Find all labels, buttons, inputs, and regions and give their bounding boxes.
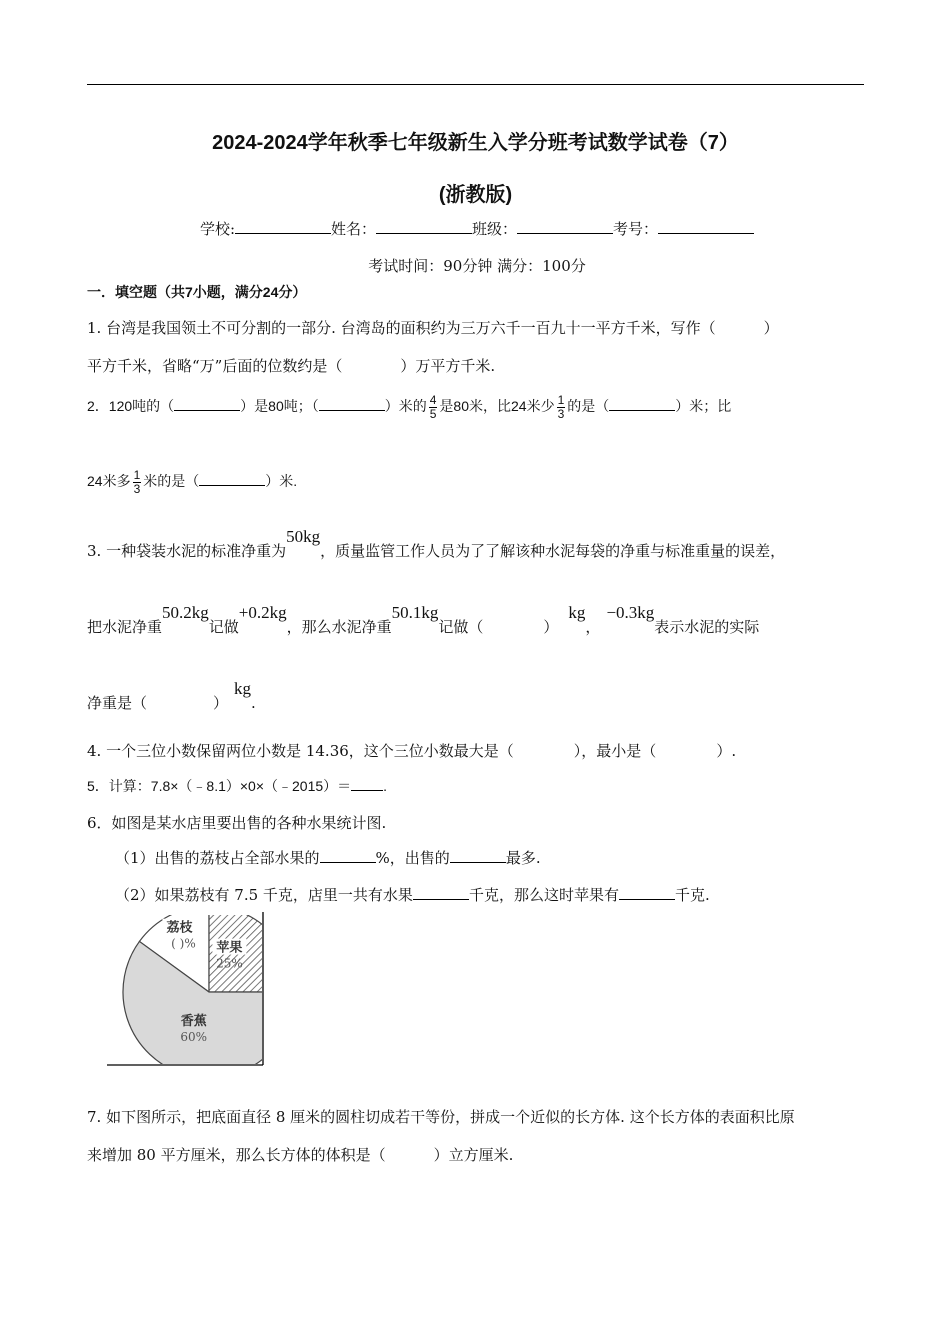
frac3-num: 1 [133, 467, 141, 482]
q2-text-3: ）米的 [384, 398, 427, 414]
q6-sub1-text-a: （1）出售的荔枝占全部水果的 [115, 849, 320, 867]
q6-blank-2[interactable] [450, 848, 506, 863]
q4-line [87, 740, 867, 761]
q3-text-6: 记做（ [438, 618, 484, 636]
q3-text-3: 把水泥净重 [87, 618, 163, 636]
q2-blank-1[interactable] [174, 396, 240, 411]
q2-blank-4[interactable] [199, 471, 265, 486]
q4-text-2: ），最小是（ [573, 742, 657, 760]
school-label: 学校: [199, 220, 235, 238]
q1-text-a: 1. 台湾是我国领土不可分割的一部分. 台湾岛的面积约为三万六千一百九十一平方千米，写作（ [87, 319, 716, 337]
q3-text-7: ） [543, 618, 559, 636]
class-label: 班级： [472, 220, 518, 238]
q2-line2 [87, 466, 867, 496]
pie-label-value: 25% [216, 956, 243, 971]
name-field[interactable] [376, 219, 472, 234]
q2-text-5: 的是（ [567, 398, 610, 414]
q2-text-8: 米的是（ [143, 473, 200, 489]
q6-sub2-text-c: 千克. [674, 886, 710, 904]
q2-text-7: 24米多 [87, 473, 131, 489]
id-label: 考号： [613, 220, 659, 238]
q3-unit-kg1: kg [568, 603, 586, 622]
pie-label-value: ( )% [171, 936, 196, 951]
q3-line3 [87, 679, 867, 713]
q3-text-10: 净重是（ [87, 694, 148, 712]
q3-text-11: ） [213, 694, 229, 712]
q3-unit-502: 50.2kg [162, 603, 209, 622]
q3-text-2: ，质量监管工作人员为了了解该种水泥每袋的净重与标准重量的误差， [320, 542, 786, 560]
q5-line [87, 776, 867, 796]
q2-text-1: 2．120吨的（ [87, 398, 175, 414]
fraction-four-fifths [429, 394, 438, 421]
q6-sub2 [115, 884, 895, 905]
q6-sub1-text-b: %，出售的 [375, 849, 450, 867]
q6-sub1 [115, 847, 895, 868]
frac1-den: 5 [429, 406, 437, 421]
school-field[interactable] [235, 219, 331, 234]
class-field[interactable] [517, 219, 613, 234]
q3-text-5: ，那么水泥净重 [286, 618, 392, 636]
q6-blank-4[interactable] [619, 885, 675, 900]
q3-line2 [87, 603, 867, 637]
q1-line2 [87, 355, 867, 376]
exam-meta: 考试时间：90分钟 满分：100分 [368, 257, 586, 275]
q2-text-6: ）米；比 [675, 398, 732, 414]
pie-label-name: 香蕉 [180, 1013, 207, 1029]
page-title: 2024-2024学年秋季七年级新生入学分班考试数学试卷（7） [212, 132, 739, 154]
fruit-pie-chart [105, 910, 270, 1070]
q6-blank-3[interactable] [413, 885, 469, 900]
q7-text-b: ）立方厘米. [433, 1146, 514, 1164]
q2-line1 [87, 391, 867, 421]
q2-text-2: ）是80吨；（ [240, 398, 319, 414]
q3-unit-plus02: +0.2kg [238, 603, 287, 622]
q5-text-1: 5．计算：7.8×（﹣8.1）×0×（﹣2015）＝ [87, 778, 352, 794]
id-field[interactable] [658, 219, 754, 234]
pie-label-name: 苹果 [216, 940, 243, 956]
name-label: 姓名： [331, 220, 377, 238]
q7-line1: 7. 如下图所示，把底面直径 8 厘米的圆柱切成若干等份，拼成一个近似的长方体. 这个长方体的表面积比原 [87, 1108, 795, 1126]
q3-unit-kg2: kg [234, 679, 252, 698]
q3-text-1: 3. 一种袋装水泥的标准净重为 [87, 542, 287, 560]
q3-unit-501: 50.1kg [391, 603, 439, 622]
q5-text-2: . [383, 778, 388, 794]
q3-text-12: . [251, 694, 256, 712]
fraction-one-third-b [133, 469, 142, 496]
q1-text-b: ） [763, 319, 779, 337]
q3-line1 [87, 527, 867, 561]
fraction-one-third-a [557, 394, 566, 421]
q2-blank-3[interactable] [609, 396, 675, 411]
q7-line2 [87, 1144, 867, 1165]
top-rule [87, 84, 864, 85]
q2-blank-2[interactable] [319, 396, 385, 411]
q6-sub2-text-a: （2）如果荔枝有 7.5 千克，店里一共有水果 [115, 886, 413, 904]
q1-text-d: ）万平方千米. [400, 357, 496, 375]
student-info-row [87, 218, 867, 239]
q6-sub1-text-c: 最多. [505, 849, 541, 867]
q2-text-4: 是80米，比24米少 [439, 398, 555, 414]
q4-text-3: ）. [716, 742, 737, 760]
frac3-den: 3 [133, 481, 141, 496]
q3-text-8: ， [585, 618, 601, 636]
q3-text-4: 记做 [208, 618, 239, 636]
q6-stem: 6．如图是某水店里要出售的各种水果统计图. [87, 814, 387, 832]
q7-text-a: 来增加 80 平方厘米，那么长方体的体积是（ [87, 1146, 386, 1164]
page-subtitle: (浙教版) [438, 184, 513, 206]
pie-slices [123, 910, 270, 1070]
pie-label-name: 荔枝 [166, 920, 193, 936]
q6-sub2-text-b: 千克，那么这时苹果有 [468, 886, 619, 904]
q1-text-c: 平方千米，省略“万”后面的位数约是（ [87, 357, 343, 375]
section-heading: 一．填空题（共7小题，满分24分） [87, 284, 307, 300]
q3-unit-50kg: 50kg [286, 527, 321, 546]
q1-line1 [87, 317, 867, 338]
q6-blank-1[interactable] [320, 848, 376, 863]
q3-unit-minus03: −0.3kg [606, 603, 655, 622]
pie-label-value: 60% [180, 1029, 208, 1044]
frac1-num: 4 [429, 392, 437, 407]
frac2-den: 3 [557, 406, 565, 421]
q2-text-9: ）米. [265, 473, 298, 489]
frac2-num: 1 [557, 392, 565, 407]
q4-text-1: 4. 一个三位小数保留两位小数是 14.36，这个三位小数最大是（ [87, 742, 514, 760]
q3-text-9: 表示水泥的实际 [654, 618, 760, 636]
q5-blank[interactable] [351, 776, 383, 791]
